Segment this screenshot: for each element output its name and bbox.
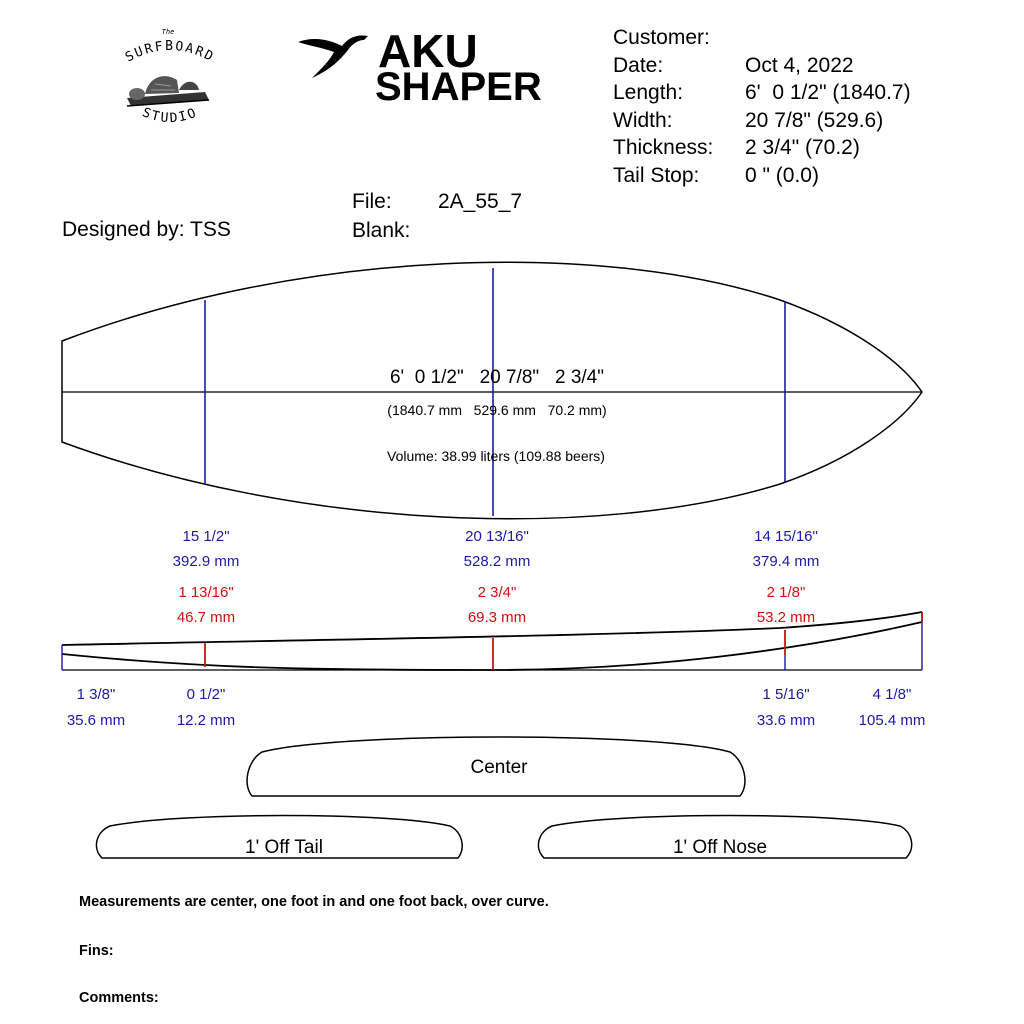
spec-label: Date: — [613, 53, 664, 77]
spec-label: Length: — [613, 81, 684, 104]
width-mm-center: 528.2 mm — [463, 553, 531, 570]
rocker-label-foot-nose: 1 5/16" — [762, 686, 810, 703]
spec-value: Oct 4, 2022 — [745, 53, 854, 77]
logo-bottom-text: STUDIO — [140, 105, 200, 127]
brand-title-aku: AKU — [378, 25, 478, 77]
rocker-mm-foot-nose: 33.6 mm — [756, 712, 816, 729]
rocker-mm-nose: 105.4 mm — [858, 712, 926, 729]
rocker-mm-foot-tail: 12.2 mm — [176, 712, 236, 729]
width-mm-nose: 379.4 mm — [752, 553, 820, 570]
thickness-mm-center: 69.3 mm — [467, 609, 527, 626]
blank-label: Blank: — [352, 219, 411, 242]
comments-label: Comments: — [79, 990, 159, 1006]
width-label-nose: 14 15/16" — [754, 528, 818, 545]
rocker-mm-tail: 35.6 mm — [66, 712, 126, 729]
spec-value: 2 3/4" (70.2) — [745, 136, 860, 159]
file-label: File: — [352, 190, 392, 213]
spec-label: Thickness: — [613, 136, 714, 159]
thickness-mm-nose: 53.2 mm — [756, 609, 816, 626]
width-label-tail: 15 1/2" — [182, 528, 230, 545]
rocker-label-foot-tail: 0 1/2" — [186, 686, 226, 703]
board-outline — [62, 262, 922, 519]
logo-top-text: SURFBOARD — [122, 39, 218, 66]
outline-dimensions-mm: (1840.7 mm 529.6 mm 70.2 mm) — [387, 402, 607, 418]
section-tail-label: 1' Off Tail — [245, 837, 323, 858]
file-value: 2A_55_7 — [438, 190, 523, 213]
rocker-label-nose: 4 1/8" — [872, 686, 912, 703]
fins-label: Fins: — [79, 943, 114, 959]
logo-small-text: The — [161, 28, 175, 36]
bottom-rocker-line — [62, 622, 922, 670]
outline-dimensions: 6' 0 1/2" 20 7/8" 2 3/4" — [389, 367, 605, 388]
spec-label: Width: — [613, 108, 673, 132]
measurements-note: Measurements are center, one foot in and one foot back, over curve. — [79, 894, 549, 910]
section-center-label: Center — [470, 757, 528, 778]
thickness-label-tail: 1 13/16" — [178, 584, 234, 601]
section-nose-label: 1' Off Nose — [672, 837, 768, 858]
thickness-label-nose: 2 1/8" — [766, 584, 806, 601]
spec-value: 20 7/8" (529.6) — [745, 108, 884, 132]
volume-label: Volume: 38.99 liters (109.88 beers) — [387, 448, 605, 464]
width-mm-tail: 392.9 mm — [172, 553, 240, 570]
brand-title-shaper: SHAPER — [375, 65, 542, 109]
spec-value: 6' 0 1/2" (1840.7) — [745, 81, 911, 104]
spec-label: Customer: — [613, 26, 710, 49]
designer-credit: Designed by: TSS — [62, 218, 231, 241]
spec-value: 0 " (0.0) — [745, 163, 819, 187]
spec-label: Tail Stop: — [613, 163, 700, 187]
thickness-label-center: 2 3/4" — [477, 584, 517, 601]
thickness-mm-tail: 46.7 mm — [176, 609, 236, 626]
rocker-label-tail: 1 3/8" — [76, 686, 116, 703]
width-label-center: 20 13/16" — [465, 528, 529, 545]
